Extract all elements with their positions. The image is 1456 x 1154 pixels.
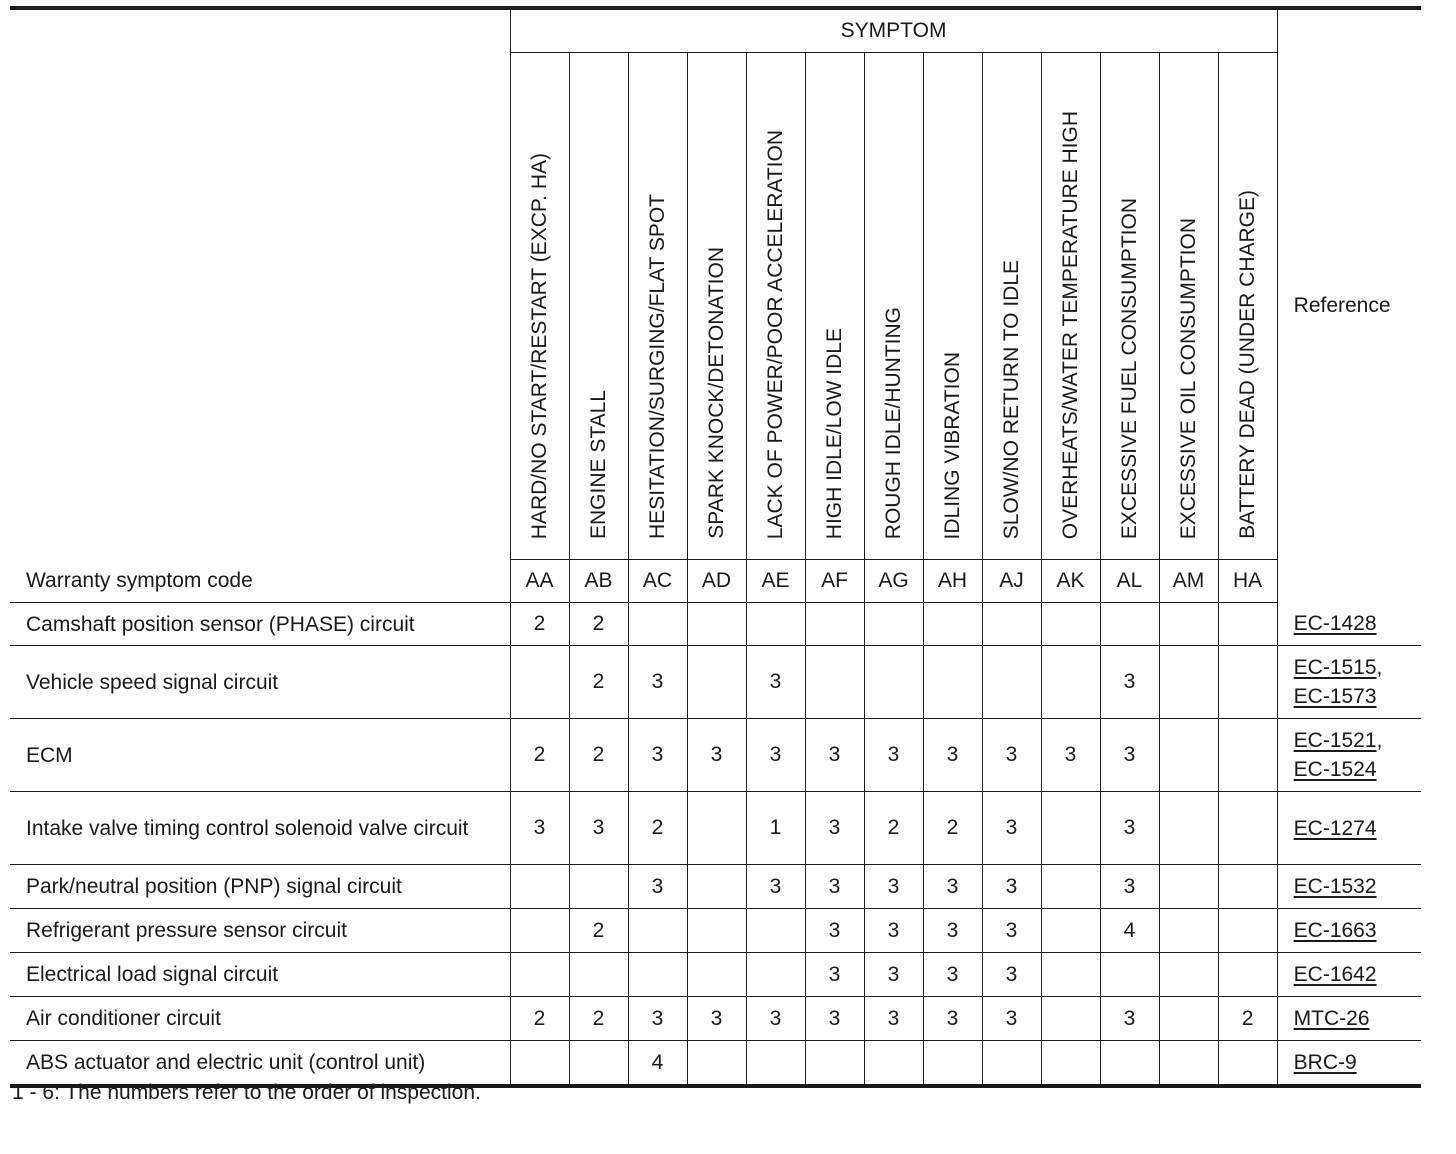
inspection-order-cell: 2 xyxy=(1218,997,1277,1041)
inspection-order-cell: 2 xyxy=(510,997,569,1041)
symptom-header xyxy=(1218,53,1277,560)
inspection-order-cell: 3 xyxy=(805,997,864,1041)
inspection-order-cell: 3 xyxy=(1041,719,1100,792)
inspection-order-cell: 3 xyxy=(510,792,569,865)
row-label: ECM xyxy=(10,719,510,792)
symptom-header xyxy=(982,53,1041,560)
symptom-name: HARD/NO START/RESTART (EXCP. HA) xyxy=(528,152,551,539)
inspection-order-cell: 3 xyxy=(923,909,982,953)
inspection-order-cell: 3 xyxy=(923,865,982,909)
symptom-name: SLOW/NO RETURN TO IDLE xyxy=(1000,259,1023,539)
inspection-order-cell xyxy=(923,603,982,646)
symptom-header xyxy=(1041,53,1100,560)
inspection-order-cell xyxy=(1159,909,1218,953)
inspection-order-cell xyxy=(628,909,687,953)
table-row xyxy=(10,603,1421,646)
reference-cell xyxy=(1277,953,1421,997)
inspection-order-cell: 3 xyxy=(1100,646,1159,719)
inspection-order-cell: 3 xyxy=(746,646,805,719)
inspection-order-cell: 3 xyxy=(687,719,746,792)
inspection-order-cell xyxy=(923,646,982,719)
inspection-order-cell: 2 xyxy=(923,792,982,865)
table-row xyxy=(10,997,1421,1041)
inspection-order-cell: 3 xyxy=(982,792,1041,865)
warranty-code: AL xyxy=(1100,560,1159,603)
reference-cell xyxy=(1277,792,1421,865)
inspection-order-cell xyxy=(923,1041,982,1087)
inspection-order-cell xyxy=(1100,1041,1159,1087)
inspection-order-cell xyxy=(1041,953,1100,997)
reference-cell xyxy=(1277,865,1421,909)
inspection-order-cell: 2 xyxy=(510,603,569,646)
inspection-order-cell: 3 xyxy=(923,997,982,1041)
inspection-order-cell: 2 xyxy=(510,719,569,792)
reference-link[interactable]: EC-1428 xyxy=(1293,612,1377,636)
inspection-order-cell: 3 xyxy=(982,997,1041,1041)
reference-cell xyxy=(1277,719,1421,792)
inspection-order-cell xyxy=(982,603,1041,646)
inspection-order-cell xyxy=(1041,792,1100,865)
symptom-name: EXCESSIVE FUEL CONSUMPTION xyxy=(1118,197,1141,539)
symptom-name: BATTERY DEAD (UNDER CHARGE) xyxy=(1236,190,1260,539)
inspection-order-cell: 1 xyxy=(746,792,805,865)
inspection-order-cell xyxy=(1159,719,1218,792)
symptom-header xyxy=(923,53,982,560)
symptom-header xyxy=(1100,53,1159,560)
inspection-order-cell: 2 xyxy=(569,719,628,792)
warranty-code-row xyxy=(10,560,1421,603)
inspection-order-cell xyxy=(687,865,746,909)
warranty-code: AK xyxy=(1041,560,1100,603)
inspection-order-cell xyxy=(687,603,746,646)
symptom-header xyxy=(628,53,687,560)
reference-link[interactable]: EC-1274 xyxy=(1293,816,1377,840)
inspection-order-cell xyxy=(1041,1041,1100,1087)
inspection-order-cell xyxy=(1041,909,1100,953)
inspection-order-cell xyxy=(805,646,864,719)
inspection-order-cell xyxy=(1041,603,1100,646)
table-row xyxy=(10,646,1421,719)
inspection-order-cell: 3 xyxy=(864,909,923,953)
inspection-order-cell xyxy=(1218,1041,1277,1087)
symptom-name: ENGINE STALL xyxy=(587,390,610,539)
corner-cell xyxy=(10,8,510,560)
row-label: Refrigerant pressure sensor circuit xyxy=(10,909,510,953)
symptom-name: OVERHEATS/WATER TEMPERATURE HIGH xyxy=(1059,110,1082,539)
inspection-order-cell: 3 xyxy=(628,646,687,719)
inspection-order-cell: 2 xyxy=(569,997,628,1041)
warranty-code: AD xyxy=(687,560,746,603)
warranty-code: AG xyxy=(864,560,923,603)
table-row xyxy=(10,865,1421,909)
row-label: Air conditioner circuit xyxy=(10,997,510,1041)
inspection-order-cell xyxy=(687,1041,746,1087)
warranty-code: HA xyxy=(1218,560,1277,603)
footnote: 1 - 6: The numbers refer to the order of inspection. xyxy=(12,1081,481,1104)
inspection-order-cell xyxy=(1218,865,1277,909)
symptom-name: HESITATION/SURGING/FLAT SPOT xyxy=(646,194,669,539)
warranty-code: AF xyxy=(805,560,864,603)
inspection-order-cell: 3 xyxy=(628,865,687,909)
inspection-order-cell: 3 xyxy=(1100,792,1159,865)
inspection-order-cell xyxy=(1218,646,1277,719)
inspection-order-cell xyxy=(864,603,923,646)
symptom-table xyxy=(10,6,1421,1088)
warranty-code-label: Warranty symptom code xyxy=(10,560,510,603)
symptom-header xyxy=(1159,53,1218,560)
inspection-order-cell: 3 xyxy=(569,792,628,865)
inspection-order-cell xyxy=(746,953,805,997)
table-row xyxy=(10,719,1421,792)
inspection-order-cell: 3 xyxy=(746,719,805,792)
inspection-order-cell: 2 xyxy=(569,909,628,953)
reference-link[interactable]: MTC-26 xyxy=(1293,1007,1370,1030)
inspection-order-cell xyxy=(628,603,687,646)
inspection-order-cell xyxy=(687,909,746,953)
row-label: Park/neutral position (PNP) signal circuit xyxy=(10,865,510,909)
inspection-order-cell: 3 xyxy=(1100,997,1159,1041)
reference-cell xyxy=(1277,646,1421,719)
inspection-order-cell xyxy=(1218,909,1277,953)
inspection-order-cell: 3 xyxy=(805,792,864,865)
reference-header: Reference xyxy=(1277,8,1421,603)
symptom-header xyxy=(864,53,923,560)
symptom-name: ROUGH IDLE/HUNTING xyxy=(882,306,905,539)
inspection-order-cell: 3 xyxy=(1100,719,1159,792)
warranty-code: AA xyxy=(510,560,569,603)
symptom-name: HIGH IDLE/LOW IDLE xyxy=(823,327,846,539)
inspection-order-cell: 3 xyxy=(746,997,805,1041)
inspection-order-cell xyxy=(1218,792,1277,865)
symptom-header xyxy=(569,53,628,560)
symptom-name: SPARK KNOCK/DETONATION xyxy=(705,247,728,539)
inspection-order-cell xyxy=(510,646,569,719)
inspection-order-cell: 2 xyxy=(569,603,628,646)
inspection-order-cell: 3 xyxy=(805,909,864,953)
inspection-order-cell xyxy=(687,792,746,865)
reference-link[interactable]: EC-1573 xyxy=(1293,685,1377,708)
inspection-order-cell xyxy=(569,1041,628,1087)
inspection-order-cell: 3 xyxy=(746,865,805,909)
inspection-order-cell xyxy=(687,646,746,719)
inspection-order-cell: 4 xyxy=(628,1041,687,1087)
row-label: Vehicle speed signal circuit xyxy=(10,646,510,719)
inspection-order-cell xyxy=(1159,792,1218,865)
inspection-order-cell xyxy=(1159,865,1218,909)
inspection-order-cell xyxy=(1218,953,1277,997)
inspection-order-cell: 3 xyxy=(1100,865,1159,909)
warranty-code: AM xyxy=(1159,560,1218,603)
symptom-name: LACK OF POWER/POOR ACCELERATION xyxy=(764,129,787,539)
inspection-order-cell xyxy=(746,1041,805,1087)
inspection-order-cell xyxy=(1159,953,1218,997)
inspection-order-cell: 3 xyxy=(923,953,982,997)
table-row xyxy=(10,909,1421,953)
reference-link[interactable]: EC-1521 xyxy=(1293,729,1377,752)
table-row xyxy=(10,1041,1421,1087)
reference-link[interactable]: BRC-9 xyxy=(1293,1051,1357,1074)
warranty-code: AB xyxy=(569,560,628,603)
inspection-order-cell xyxy=(1159,1041,1218,1087)
inspection-order-cell xyxy=(510,865,569,909)
inspection-order-cell: 3 xyxy=(628,719,687,792)
row-label: Electrical load signal circuit xyxy=(10,953,510,997)
inspection-order-cell xyxy=(805,1041,864,1087)
inspection-order-cell xyxy=(510,953,569,997)
inspection-order-cell: 2 xyxy=(569,646,628,719)
inspection-order-cell xyxy=(746,909,805,953)
inspection-order-cell xyxy=(864,1041,923,1087)
inspection-order-cell: 3 xyxy=(982,719,1041,792)
inspection-order-cell: 3 xyxy=(923,719,982,792)
inspection-order-cell: 3 xyxy=(805,719,864,792)
inspection-order-cell: 3 xyxy=(864,719,923,792)
title-row xyxy=(10,8,1421,53)
reference-separator: , xyxy=(1376,729,1383,752)
inspection-order-cell xyxy=(628,953,687,997)
inspection-order-cell: 3 xyxy=(864,997,923,1041)
reference-link[interactable]: EC-1642 xyxy=(1293,963,1377,986)
inspection-order-cell: 3 xyxy=(864,953,923,997)
inspection-order-cell xyxy=(864,646,923,719)
inspection-order-cell xyxy=(1100,603,1159,646)
table-row xyxy=(10,953,1421,997)
inspection-order-cell xyxy=(1041,997,1100,1041)
inspection-order-cell xyxy=(1159,646,1218,719)
symptom-title: SYMPTOM xyxy=(510,8,1277,53)
reference-link[interactable]: EC-1532 xyxy=(1293,875,1377,898)
inspection-order-cell xyxy=(1218,603,1277,646)
inspection-order-cell: 3 xyxy=(982,865,1041,909)
inspection-order-cell: 3 xyxy=(864,865,923,909)
symptom-name: EXCESSIVE OIL CONSUMPTION xyxy=(1177,217,1200,539)
symptom-header xyxy=(510,53,569,560)
inspection-order-cell xyxy=(982,1041,1041,1087)
inspection-order-cell: 3 xyxy=(805,953,864,997)
inspection-order-cell: 3 xyxy=(687,997,746,1041)
reference-link[interactable]: EC-1515 xyxy=(1293,656,1377,679)
inspection-order-cell xyxy=(1159,997,1218,1041)
inspection-order-cell xyxy=(1100,953,1159,997)
reference-separator: , xyxy=(1376,656,1383,679)
row-label: Intake valve timing control solenoid valve circuit xyxy=(10,792,510,865)
inspection-order-cell xyxy=(1041,865,1100,909)
warranty-code: AJ xyxy=(982,560,1041,603)
inspection-order-cell xyxy=(569,865,628,909)
inspection-order-cell xyxy=(1159,603,1218,646)
inspection-order-cell xyxy=(746,603,805,646)
warranty-code: AH xyxy=(923,560,982,603)
reference-link[interactable]: EC-1524 xyxy=(1293,758,1377,781)
reference-cell xyxy=(1277,603,1421,646)
inspection-order-cell xyxy=(1041,646,1100,719)
symptom-header xyxy=(746,53,805,560)
inspection-order-cell: 3 xyxy=(982,909,1041,953)
symptom-header xyxy=(687,53,746,560)
warranty-code: AE xyxy=(746,560,805,603)
inspection-order-cell: 4 xyxy=(1100,909,1159,953)
inspection-order-cell: 2 xyxy=(864,792,923,865)
inspection-order-cell xyxy=(1218,719,1277,792)
reference-cell xyxy=(1277,909,1421,953)
reference-cell xyxy=(1277,997,1421,1041)
inspection-order-cell xyxy=(569,953,628,997)
inspection-order-cell xyxy=(982,646,1041,719)
inspection-order-cell xyxy=(805,603,864,646)
row-label: ABS actuator and electric unit (control unit) xyxy=(10,1041,510,1087)
inspection-order-cell xyxy=(510,909,569,953)
inspection-order-cell xyxy=(687,953,746,997)
inspection-order-cell: 2 xyxy=(628,792,687,865)
inspection-order-cell xyxy=(510,1041,569,1087)
inspection-order-cell: 3 xyxy=(805,865,864,909)
symptom-header xyxy=(805,53,864,560)
inspection-order-cell: 3 xyxy=(628,997,687,1041)
inspection-order-cell: 3 xyxy=(982,953,1041,997)
reference-link[interactable]: EC-1663 xyxy=(1293,919,1377,942)
table-row xyxy=(10,792,1421,865)
reference-cell xyxy=(1277,1041,1421,1087)
warranty-code: AC xyxy=(628,560,687,603)
row-label: Camshaft position sensor (PHASE) circuit xyxy=(10,603,510,646)
symptom-name: IDLING VIBRATION xyxy=(941,351,964,539)
